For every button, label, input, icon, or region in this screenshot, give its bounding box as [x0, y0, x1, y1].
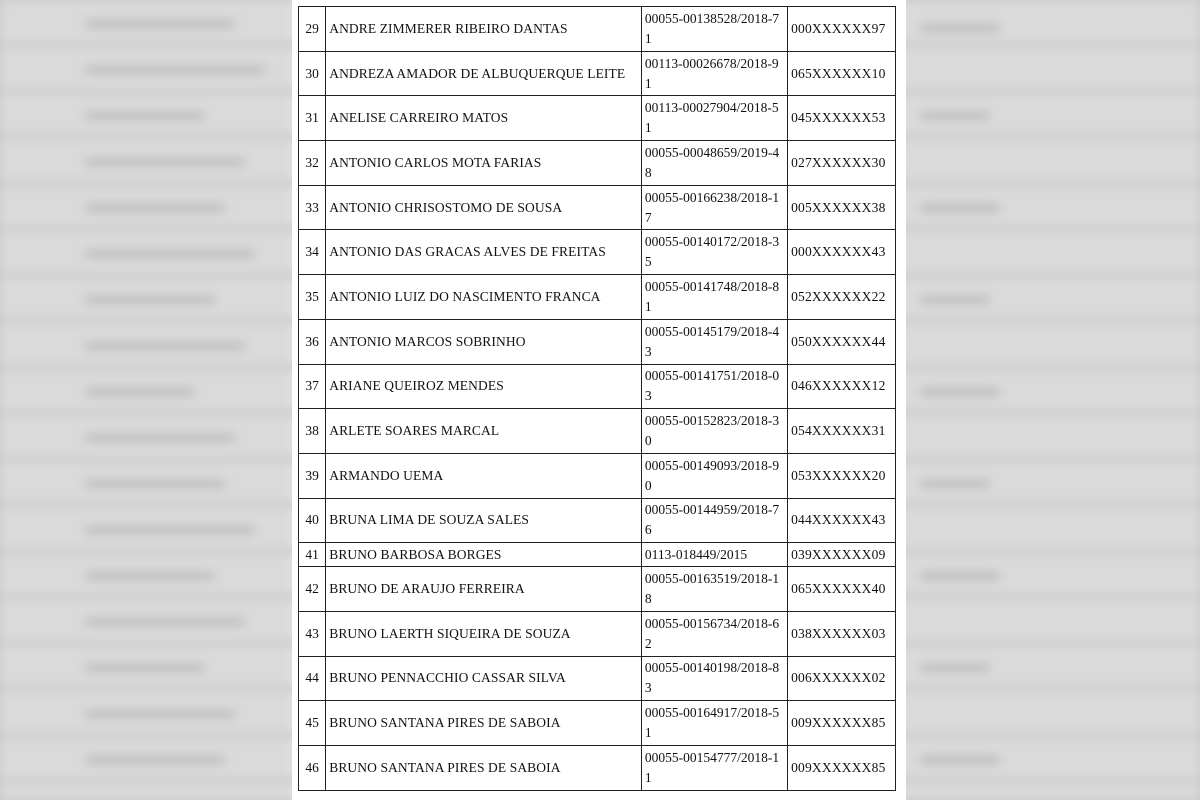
table-row [299, 611, 896, 656]
person-name: ANTONIO DAS GRACAS ALVES DE FREITAS [326, 230, 642, 275]
masked-id: 054XXXXXX31 [788, 409, 896, 454]
process-number: 00055-00140198/2018-83 [641, 656, 787, 701]
masked-id: 009XXXXXX85 [788, 746, 896, 791]
person-name: ANDREZA AMADOR DE ALBUQUERQUE LEITE [326, 51, 642, 96]
table-row [299, 543, 896, 567]
row-number: 41 [299, 543, 326, 567]
person-name: BRUNO LAERTH SIQUEIRA DE SOUZA [326, 611, 642, 656]
row-number: 39 [299, 453, 326, 498]
table-row [299, 364, 896, 409]
masked-id: 027XXXXXX30 [788, 141, 896, 186]
row-number: 33 [299, 185, 326, 230]
masked-id: 000XXXXXX43 [788, 230, 896, 275]
masked-id: 065XXXXXX10 [788, 51, 896, 96]
row-number: 30 [299, 51, 326, 96]
masked-id: 005XXXXXX38 [788, 185, 896, 230]
masked-id: 065XXXXXX40 [788, 567, 896, 612]
process-number: 0113-018449/2015 [641, 543, 787, 567]
process-number: 00055-00166238/2018-17 [641, 185, 787, 230]
masked-id: 045XXXXXX53 [788, 96, 896, 141]
person-name: ANELISE CARREIRO MATOS [326, 96, 642, 141]
person-name: ANTONIO CHRISOSTOMO DE SOUSA [326, 185, 642, 230]
masked-id: 009XXXXXX85 [788, 701, 896, 746]
row-number: 42 [299, 567, 326, 612]
person-name: BRUNO SANTANA PIRES DE SABOIA [326, 701, 642, 746]
table-row [299, 453, 896, 498]
person-name: ANTONIO MARCOS SOBRINHO [326, 319, 642, 364]
process-number: 00055-00152823/2018-30 [641, 409, 787, 454]
person-name: ARIANE QUEIROZ MENDES [326, 364, 642, 409]
table-row [299, 409, 896, 454]
person-name: BRUNO PENNACCHIO CASSAR SILVA [326, 656, 642, 701]
table-row [299, 96, 896, 141]
person-name: ARLETE SOARES MARCAL [326, 409, 642, 454]
person-name: ARMANDO UEMA [326, 453, 642, 498]
row-number: 38 [299, 409, 326, 454]
process-number: 00113-00027904/2018-51 [641, 96, 787, 141]
row-number: 36 [299, 319, 326, 364]
process-number: 00055-00141751/2018-03 [641, 364, 787, 409]
person-name: ANDRE ZIMMERER RIBEIRO DANTAS [326, 7, 642, 52]
row-number: 37 [299, 364, 326, 409]
masked-id: 000XXXXXX97 [788, 7, 896, 52]
roster-table-body [299, 7, 896, 791]
process-number: 00055-00141748/2018-81 [641, 275, 787, 320]
process-number: 00055-00149093/2018-90 [641, 453, 787, 498]
row-number: 43 [299, 611, 326, 656]
row-number: 45 [299, 701, 326, 746]
table-row [299, 567, 896, 612]
person-name: BRUNA LIMA DE SOUZA SALES [326, 498, 642, 543]
row-number: 31 [299, 96, 326, 141]
person-name: BRUNO SANTANA PIRES DE SABOIA [326, 746, 642, 791]
row-number: 35 [299, 275, 326, 320]
row-number: 29 [299, 7, 326, 52]
table-row [299, 746, 896, 791]
table-row [299, 185, 896, 230]
person-name: BRUNO BARBOSA BORGES [326, 543, 642, 567]
table-row [299, 51, 896, 96]
table-row [299, 7, 896, 52]
table-row [299, 141, 896, 186]
process-number: 00055-00163519/2018-18 [641, 567, 787, 612]
row-number: 40 [299, 498, 326, 543]
roster-table [298, 6, 896, 791]
masked-id: 006XXXXXX02 [788, 656, 896, 701]
process-number: 00055-00138528/2018-71 [641, 7, 787, 52]
table-row [299, 319, 896, 364]
masked-id: 044XXXXXX43 [788, 498, 896, 543]
table-row [299, 275, 896, 320]
process-number: 00055-00048659/2019-48 [641, 141, 787, 186]
process-number: 00055-00164917/2018-51 [641, 701, 787, 746]
person-name: ANTONIO CARLOS MOTA FARIAS [326, 141, 642, 186]
process-number: 00055-00145179/2018-43 [641, 319, 787, 364]
masked-id: 053XXXXXX20 [788, 453, 896, 498]
process-number: 00055-00154777/2018-11 [641, 746, 787, 791]
process-number: 00055-00140172/2018-35 [641, 230, 787, 275]
table-row [299, 701, 896, 746]
person-name: BRUNO DE ARAUJO FERREIRA [326, 567, 642, 612]
masked-id: 050XXXXXX44 [788, 319, 896, 364]
table-row [299, 656, 896, 701]
process-number: 00055-00156734/2018-62 [641, 611, 787, 656]
table-row [299, 498, 896, 543]
row-number: 32 [299, 141, 326, 186]
person-name: ANTONIO LUIZ DO NASCIMENTO FRANCA [326, 275, 642, 320]
masked-id: 038XXXXXX03 [788, 611, 896, 656]
document-page [292, 0, 906, 800]
row-number: 46 [299, 746, 326, 791]
row-number: 34 [299, 230, 326, 275]
row-number: 44 [299, 656, 326, 701]
process-number: 00113-00026678/2018-91 [641, 51, 787, 96]
masked-id: 046XXXXXX12 [788, 364, 896, 409]
table-row [299, 230, 896, 275]
masked-id: 039XXXXXX09 [788, 543, 896, 567]
process-number: 00055-00144959/2018-76 [641, 498, 787, 543]
masked-id: 052XXXXXX22 [788, 275, 896, 320]
